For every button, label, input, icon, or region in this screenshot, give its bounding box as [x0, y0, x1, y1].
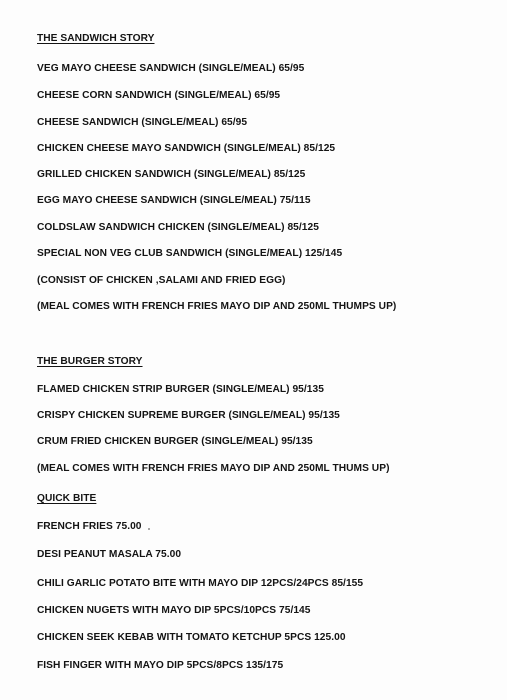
menu-item: CHICKEN NUGETS WITH MAYO DIP 5PCS/10PCS 75/145 [37, 605, 311, 616]
menu-item: DESI PEANUT MASALA 75.00 [37, 549, 182, 560]
menu-item: CHILI GARLIC POTATO BITE WITH MAYO DIP 12PCS/24PCS 85/155 [37, 578, 364, 589]
menu-item: FLAMED CHICKEN STRIP BURGER (SINGLE/MEAL) 95/135 [37, 384, 324, 395]
menu-item: FISH FINGER WITH MAYO DIP 5PCS/8PCS 135/175 [37, 660, 284, 671]
menu-note: (MEAL COMES WITH FRENCH FRIES MAYO DIP AND 250ML THUMPS UP) [37, 301, 397, 312]
menu-item: CHICKEN SEEK KEBAB WITH TOMATO KETCHUP 5PCS 125.00 [37, 632, 346, 643]
menu-item: FRENCH FRIES 75.00 [37, 521, 142, 532]
menu-item: EGG MAYO CHEESE SANDWICH (SINGLE/MEAL) 75/115 [37, 195, 311, 206]
menu-item: COLDSLAW SANDWICH CHICKEN (SINGLE/MEAL) 85/125 [37, 222, 319, 233]
section-heading-quick-bite: QUICK BITE [37, 493, 97, 504]
menu-item: SPECIAL NON VEG CLUB SANDWICH (SINGLE/MEAL) 125/145 [37, 248, 343, 259]
menu-note: (MEAL COMES WITH FRENCH FRIES MAYO DIP AND 250ML THUMS UP) [37, 463, 390, 474]
menu-item: CRUM FRIED CHICKEN BURGER (SINGLE/MEAL) 95/135 [37, 436, 313, 447]
menu-item: CHICKEN CHEESE MAYO SANDWICH (SINGLE/MEAL) 85/125 [37, 143, 336, 154]
menu-item: GRILLED CHICKEN SANDWICH (SINGLE/MEAL) 85/125 [37, 169, 306, 180]
menu-item: CHEESE CORN SANDWICH (SINGLE/MEAL) 65/95 [37, 90, 281, 101]
menu-item: CRISPY CHICKEN SUPREME BURGER (SINGLE/MEAL) 95/135 [37, 410, 340, 421]
scan-speck [148, 528, 150, 530]
menu-item: VEG MAYO CHEESE SANDWICH (SINGLE/MEAL) 65/95 [37, 63, 305, 74]
menu-note: (CONSIST OF CHICKEN ,SALAMI AND FRIED EGG) [37, 275, 286, 286]
section-heading-burger: THE BURGER STORY [37, 356, 143, 367]
menu-item: CHEESE SANDWICH (SINGLE/MEAL) 65/95 [37, 117, 248, 128]
section-heading-sandwich: THE SANDWICH STORY [37, 33, 155, 44]
